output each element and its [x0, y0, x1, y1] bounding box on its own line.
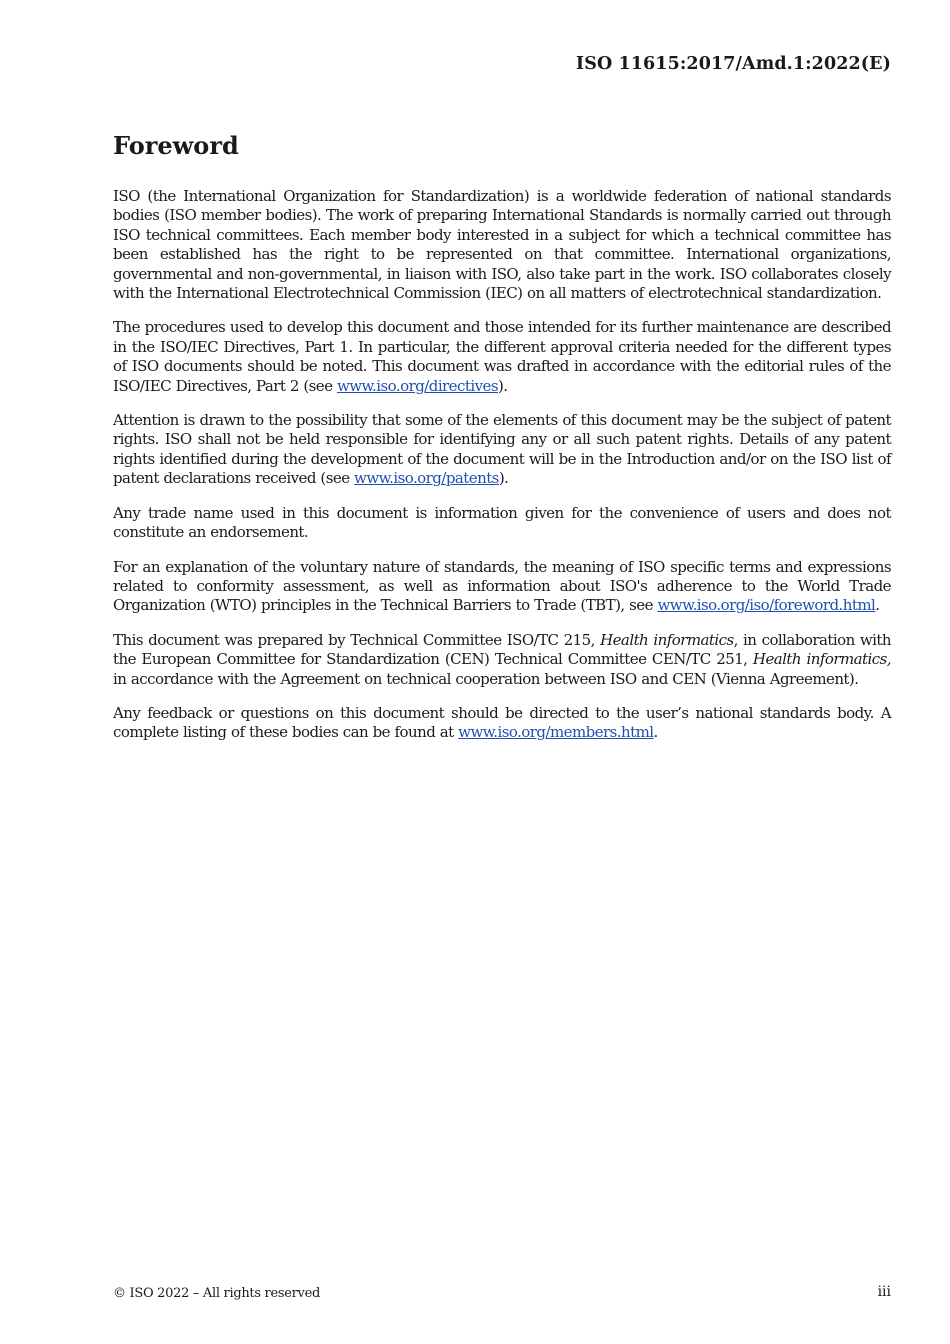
paragraph-committee	[113, 631, 891, 689]
link-foreword[interactable]: www.iso.org/iso/foreword.html	[657, 596, 876, 615]
paragraph-text: This document was prepared by Technical Committee ISO/TC 215,	[113, 630, 601, 649]
paragraph-procedures	[113, 318, 891, 396]
link-patents[interactable]: www.iso.org/patents	[354, 469, 499, 488]
link-directives[interactable]: www.iso.org/directives	[336, 376, 498, 395]
page-number: iii	[877, 1284, 891, 1300]
paragraph-patent-rights	[113, 411, 891, 489]
paragraph-trade-name: Any trade name used in this document is information given for the convenience of users and does not constitute an endorsement.	[113, 503, 891, 542]
foreword-body	[113, 187, 891, 758]
paragraph-iso-description: ISO (the International Organization for Standardization) is a worldwide federation of national standards bodies (ISO member bodies). The work of preparing International Standards is normally carried out through ISO technical committees. Each member body interested in a subject for which a technical committee has been established has the right to be represented on that committee. International organizations, governmental and non-governmental, in liaison with ISO, also take part in the work. ISO collaborates closely with the International Electrotechnical Commission (IEC) on all matters of electrotechnical standardization.	[113, 187, 891, 303]
paragraph-feedback	[113, 704, 891, 743]
paragraph-text: The procedures used to develop this document and those intended for its further maintenance are described in the ISO/IEC Directives, Part 1. In particular, the different approval criteria needed for the different types of ISO documents should be noted. This document was drafted in accordance with the editorial rules of the ISO/IEC Directives, Part 2 (see	[113, 318, 891, 395]
paragraph-text: in accordance with the Agreement on technical cooperation between ISO and CEN (Vienna Agreement).	[113, 669, 859, 688]
paragraph-text: , in collaboration with the European Committee for Standardization (CEN) Technical Committee CEN/TC 251,	[113, 630, 892, 669]
committee-name-iso: Health informatics	[600, 630, 734, 649]
paragraph-text-end: ).	[498, 469, 509, 488]
paragraph-text: Any feedback or questions on this document should be directed to the user’s national standards body. A complete listing of these bodies can be found at	[113, 703, 891, 742]
paragraph-text-end: .	[653, 723, 658, 742]
paragraph-text-end: ).	[497, 376, 508, 395]
paragraph-text-end: .	[875, 596, 880, 615]
document-identifier: ISO 11615:2017/Amd.1:2022(E)	[575, 54, 891, 74]
paragraph-text: For an explanation of the voluntary nature of standards, the meaning of ISO specific terms and expressions related to conformity assessment, as well as information about ISO's adherence to the World Trade Organization (WTO) principles in the Technical Barriers to Trade (TBT), see	[113, 557, 891, 615]
copyright-notice: © ISO 2022 – All rights reserved	[113, 1286, 320, 1301]
link-members[interactable]: www.iso.org/members.html	[458, 723, 654, 742]
section-title: Foreword	[113, 131, 239, 160]
paragraph-voluntary-nature	[113, 558, 891, 616]
committee-name-cen: Health informatics,	[752, 650, 891, 669]
paragraph-text: Attention is drawn to the possibility that some of the elements of this document may be the subject of patent rights. ISO shall not be held responsible for identifying any or all such patent rights. Details of any patent rights identified during the development of the document will be in the Introduction and/or on the ISO list of patent declarations received (see	[113, 411, 891, 488]
